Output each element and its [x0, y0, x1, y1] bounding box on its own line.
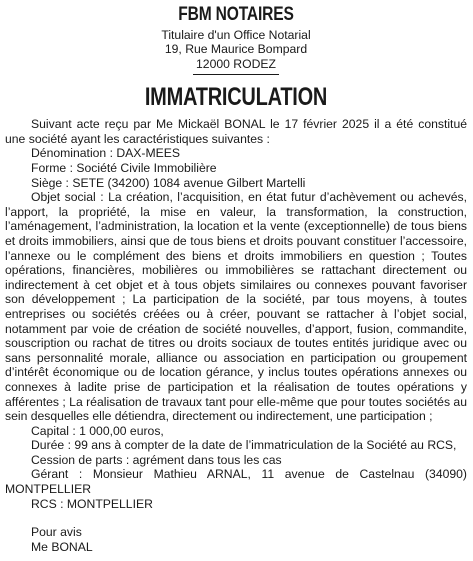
firm-name: FBM NOTAIRES	[178, 4, 294, 25]
cession-line: Cession de parts : agrément dans tous les cas	[31, 452, 282, 467]
notice-title: IMMATRICULATION	[144, 83, 328, 112]
firm-address-line-2: 19, Rue Maurice Bompard	[164, 42, 308, 57]
firm-address-line-1: Titulaire d'un Office Notarial	[161, 28, 311, 42]
closing-line: Pour avis	[31, 525, 82, 540]
denomination-line: Dénomination : DAX-MEES	[31, 146, 181, 161]
intro-paragraph: Suivant acte reçu par Me Mickaël BONAL le 17 février 2025 il a été constitué une société ayant les caractéristiques suivantes :	[5, 117, 467, 146]
notice-body	[5, 117, 467, 554]
forme-line: Forme : Société Civile Immobilière	[31, 161, 217, 175]
firm-address-line-3: 12000 RODEZ	[196, 56, 276, 71]
gerant-paragraph: Gérant : Monsieur Mathieu ARNAL, 11 avenue de Castelnau (34090) MONTPELLIER	[5, 467, 467, 497]
divider	[193, 74, 279, 75]
spacer	[5, 511, 467, 525]
signatory-line: Me BONAL	[31, 539, 93, 554]
objet-social-paragraph: Objet social : La création, l’acquisition, en état futur d’achèvement ou achevés, l’apport, la propriété, la mise en valeur, la transformation, la construction, l’aménagement, l’administration, la location et la vente (exceptionnelle) de tous biens et droits immobiliers, ainsi que de tous biens et droits pouvant constituer l’accessoire, l’annexe ou le complément des biens et droits immobiliers en question ; Toutes opérations, financières, mobilières ou immobilières se rattachant directement ou indirectement à cet objet et à tous objets similaires ou connexes pouvant favoriser son développement ; La participation de la société, par tous moyens, à toutes entreprises ou sociétés créées ou à créer, pouvant se rattacher à l’objet social, notamment par voie de création de société nouvelles, d’apport, fusion, commandite, souscription ou rachat de titres ou droits sociaux de toutes entités juridique avec ou sans personnalité morale, alliance ou association en participation ou groupement d’intérêt économique ou de location gérance, y inclus toutes opérations annexes ou connexes à ladite prise de participation et la réalisation de toutes opérations y afférentes ; La réalisation de travaux tant pour elle-même que pour toutes sociétés au sein desquelles elle détiendra, directement ou indirectement, une participation ;	[5, 190, 467, 424]
duree-line: Durée : 99 ans à compter de la date de l’immatriculation de la Société au RCS,	[31, 438, 457, 453]
capital-line: Capital : 1 000,00 euros,	[31, 423, 164, 438]
siege-line: Siège : SETE (34200) 1084 avenue Gilbert Martelli	[31, 175, 306, 190]
rcs-line: RCS : MONTPELLIER	[31, 496, 153, 511]
